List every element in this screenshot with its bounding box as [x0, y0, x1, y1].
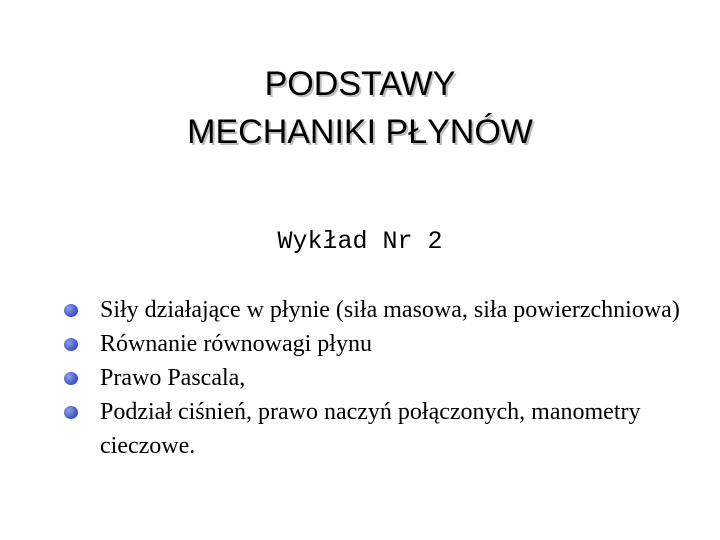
bullet-dot-icon — [64, 304, 78, 317]
bullet-list — [64, 293, 684, 463]
bullet-item — [64, 395, 684, 463]
bullet-item — [64, 293, 684, 327]
lecture-subtitle: Wykład Nr 2 — [277, 227, 443, 256]
bullet-dot-icon — [64, 338, 78, 351]
bullet-text: Prawo Pascala, — [100, 365, 246, 391]
title-line-2: MECHANIKI PŁYNÓW — [187, 113, 533, 151]
bullet-item — [64, 361, 684, 395]
bullet-item — [64, 327, 684, 361]
slide-title — [0, 60, 720, 156]
bullet-dot-icon — [64, 406, 78, 419]
title-line-1: PODSTAWY — [264, 65, 456, 103]
bullet-text: Siły działające w płynie (siła masowa, siła powierzchniowa) — [100, 297, 680, 323]
bullet-text: Równanie równowagi płynu — [100, 331, 372, 357]
bullet-text: Podział ciśnień, prawo naczyń połączonych, manometry cieczowe. — [100, 399, 641, 459]
bullet-dot-icon — [64, 372, 78, 385]
